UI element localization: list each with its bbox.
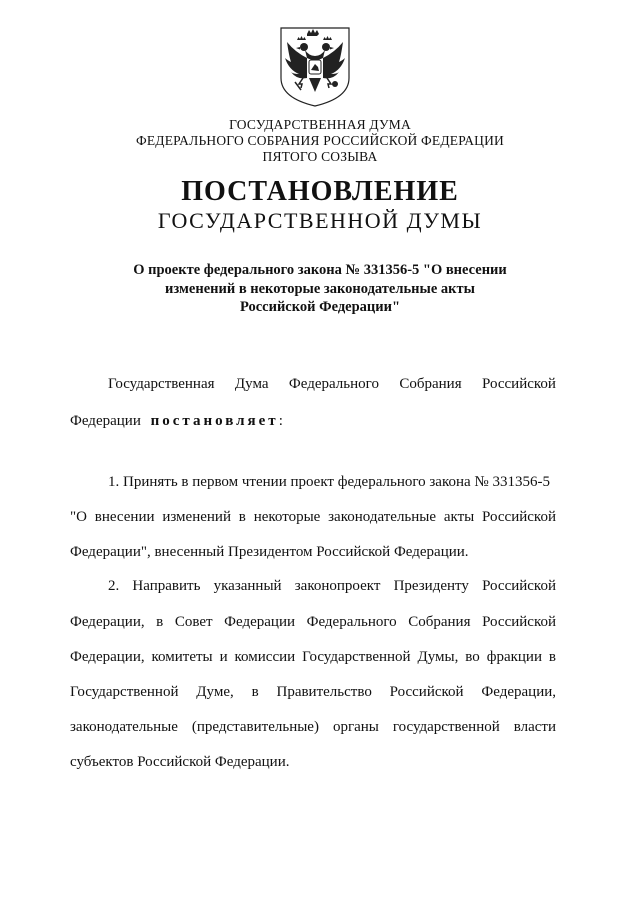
preamble-prefix: Федерации [70,413,141,429]
preamble-word: Государственная [108,376,215,392]
item-1-line-1: 1. Принять в первом чтении проект федерального закона № 331356-5 [108,474,550,490]
preamble-colon: : [278,413,283,429]
preamble-word: Дума [234,376,269,392]
resolves-word: постановляет [150,413,279,429]
convocation-line: ПЯТОГО СОЗЫВА [262,149,378,164]
document-type-title: ПОСТАНОВЛЕНИЕ [181,176,459,207]
item-2-line-5: законодательные (представительные) органы государственной власти [70,719,556,735]
item-1-line-2: "О внесении изменений в некоторые законодательные акты Российской [70,509,556,525]
preamble-line-2 [70,411,283,431]
item-2-line-4: Государственной Думе, в Правительство Российской Федерации, [70,684,556,700]
preamble-word: Российской [482,376,556,392]
eagle-emblem-icon [277,22,353,108]
org-name-line-1: ГОСУДАРСТВЕННАЯ ДУМА [229,117,411,132]
preamble-word: Федерального [288,376,379,392]
subject-line-2: изменений в некоторые законодательные акты [165,281,475,297]
item-2-line-1: 2. Направить указанный законопроект Президенту Российской [108,578,556,594]
document-issuer-title: ГОСУДАРСТВЕННОЙ ДУМЫ [157,208,483,233]
preamble-line-1 [108,374,556,394]
preamble-word: Собрания [399,376,462,392]
org-name-line-2: ФЕДЕРАЛЬНОГО СОБРАНИЯ РОССИЙСКОЙ ФЕДЕРАЦИИ [136,133,504,148]
item-2-line-6: субъектов Российской Федерации. [70,754,290,770]
subject-line-3: Российской Федерации" [239,299,401,315]
item-1-line-3: Федерации", внесенный Президентом Российской Федерации. [70,544,469,560]
subject-line-1: О проекте федерального закона № 331356-5 "О внесении [133,262,507,278]
item-2-line-2: Федерации, в Совет Федерации Федерального Собрания Российской [70,614,556,630]
item-2-line-3: Федерации, комитеты и комиссии Государственной Думы, во фракции в [70,649,556,665]
